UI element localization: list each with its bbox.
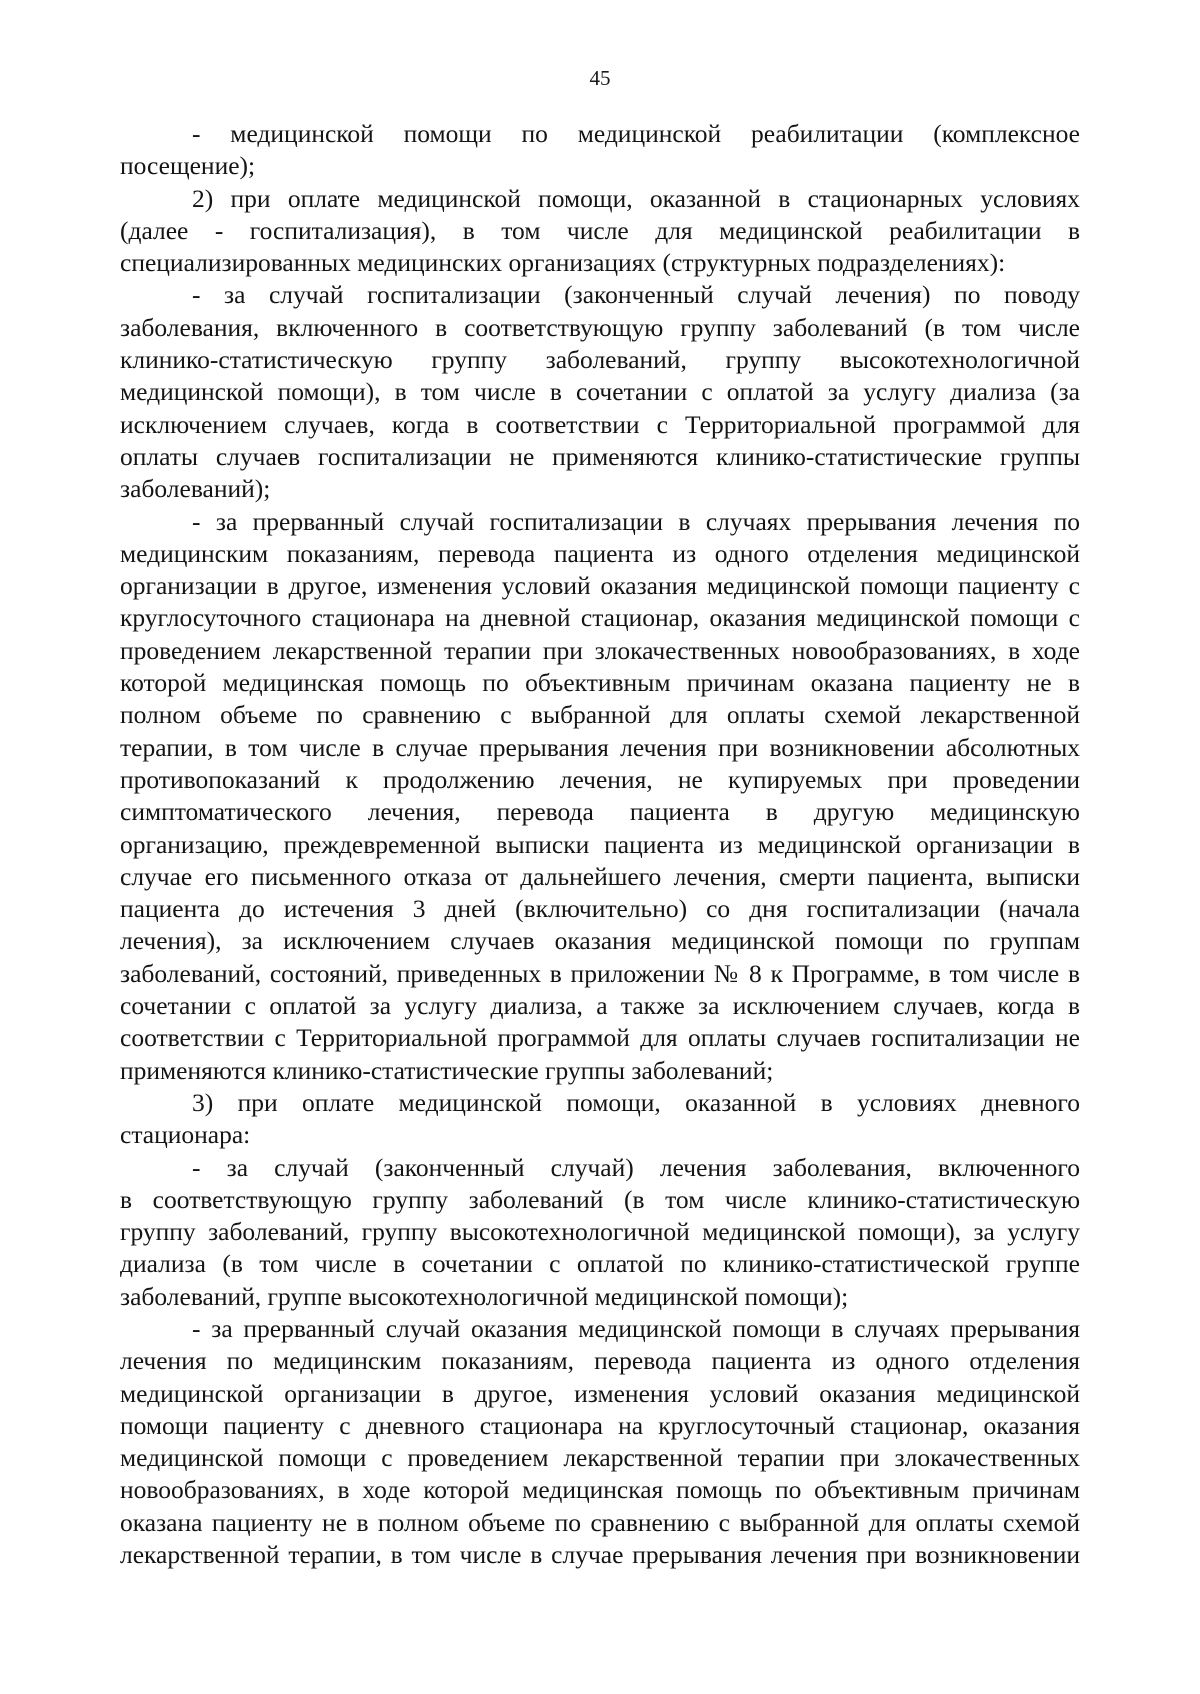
text-line: новообразованиях, в ходе которой медицинская помощь по объективным причинам [120,1475,1080,1505]
text-line: - за случай госпитализации (законченный случай лечения) по поводу [192,280,1080,310]
text-line: соответствии с Территориальной программой для оплаты случаев госпитализации не [120,1023,1080,1053]
text-line: медицинской помощи с проведением лекарственной терапии при злокачественных [120,1443,1080,1473]
text-line: лечения по медицинским показаниям, перевода пациента из одного отделения [120,1346,1080,1376]
page-number: 45 [589,66,611,90]
text-line: терапии, в том числе в случае прерывания лечения при возникновении абсолютных [120,732,1080,762]
text-line: группу заболеваний, группу высокотехнологичной медицинской помощи), за услугу [120,1217,1080,1247]
text-line: сочетании с оплатой за услугу диализа, а также за исключением случаев, когда в [120,991,1080,1021]
text-line: специализированных медицинских организациях (структурных подразделениях): [120,248,1006,278]
text-line: лекарственной терапии, в том числе в случае прерывания лечения при возникновении [120,1540,1080,1570]
text-line: помощи пациенту с дневного стационара на круглосуточный стационар, оказания [120,1410,1080,1440]
text-line: заболевания, включенного в соответствующую группу заболеваний (в том числе [120,312,1080,342]
text-line: организацию, преждевременной выписки пациента из медицинской организации в [120,829,1080,859]
text-line: стационара: [120,1120,251,1150]
text-line: - за случай (законченный случай) лечения заболевания, включенного [192,1152,1080,1182]
text-line: диализа (в том числе в сочетании с оплатой по клинико-статистической группе [120,1249,1080,1279]
text-line: медицинским показаниям, перевода пациента из одного отделения медицинской [120,538,1080,568]
text-line: случае его письменного отказа от дальнейшего лечения, смерти пациента, выписки [120,861,1080,891]
text-line: круглосуточного стационара на дневной стационар, оказания медицинской помощи с [120,603,1080,633]
text-line: проведением лекарственной терапии при злокачественных новообразованиях, в ходе [120,635,1080,665]
text-line: применяются клинико-статистические группы заболеваний; [120,1055,774,1085]
text-line: посещение); [120,151,256,181]
text-line: полном объеме по сравнению с выбранной для оплаты схемой лекарственной [120,700,1080,730]
text-line: исключением случаев, когда в соответствии с Территориальной программой для [120,409,1080,439]
text-line: 2) при оплате медицинской помощи, оказанной в стационарных условиях [192,183,1080,213]
text-line: пациента до истечения 3 дней (включительно) со дня госпитализации (начала [120,894,1080,924]
text-line: - за прерванный случай оказания медицинской помощи в случаях прерывания [192,1313,1080,1343]
text-line: оплаты случаев госпитализации не применяются клинико-статистические группы [120,441,1080,471]
text-line: заболеваний); [120,474,271,504]
text-line: противопоказаний к продолжению лечения, не купируемых при проведении [120,764,1080,794]
text-line: заболеваний, состояний, приведенных в приложении № 8 к Программе, в том числе в [120,958,1080,988]
text-line: медицинской организации в другое, изменения условий оказания медицинской [120,1378,1080,1408]
text-line: медицинской помощи), в том числе в сочетании с оплатой за услугу диализа (за [120,377,1080,407]
text-line: - медицинской помощи по медицинской реабилитации (комплексное [192,119,1080,148]
text-line: 3) при оплате медицинской помощи, оказанной в условиях дневного [192,1087,1080,1117]
document-body [120,118,1080,1571]
text-line: в соответствующую группу заболеваний (в том числе клинико-статистическую [120,1184,1080,1214]
text-line: организации в другое, изменения условий оказания медицинской помощи пациенту с [120,571,1080,601]
text-line: симптоматического лечения, перевода пациента в другую медицинскую [120,797,1080,827]
text-line: лечения), за исключением случаев оказания медицинской помощи по группам [120,926,1080,956]
text-line: - за прерванный случай госпитализации в случаях прерывания лечения по [192,506,1080,536]
text-line: клинико-статистическую группу заболеваний, группу высокотехнологичной [120,345,1080,375]
text-line: которой медицинская помощь по объективным причинам оказана пациенту не в [120,668,1080,698]
text-line: оказана пациенту не в полном объеме по сравнению с выбранной для оплаты схемой [120,1507,1080,1537]
text-line: заболеваний, группе высокотехнологичной медицинской помощи); [120,1281,849,1311]
text-line: (далее - госпитализация), в том числе для медицинской реабилитации в [120,215,1080,245]
